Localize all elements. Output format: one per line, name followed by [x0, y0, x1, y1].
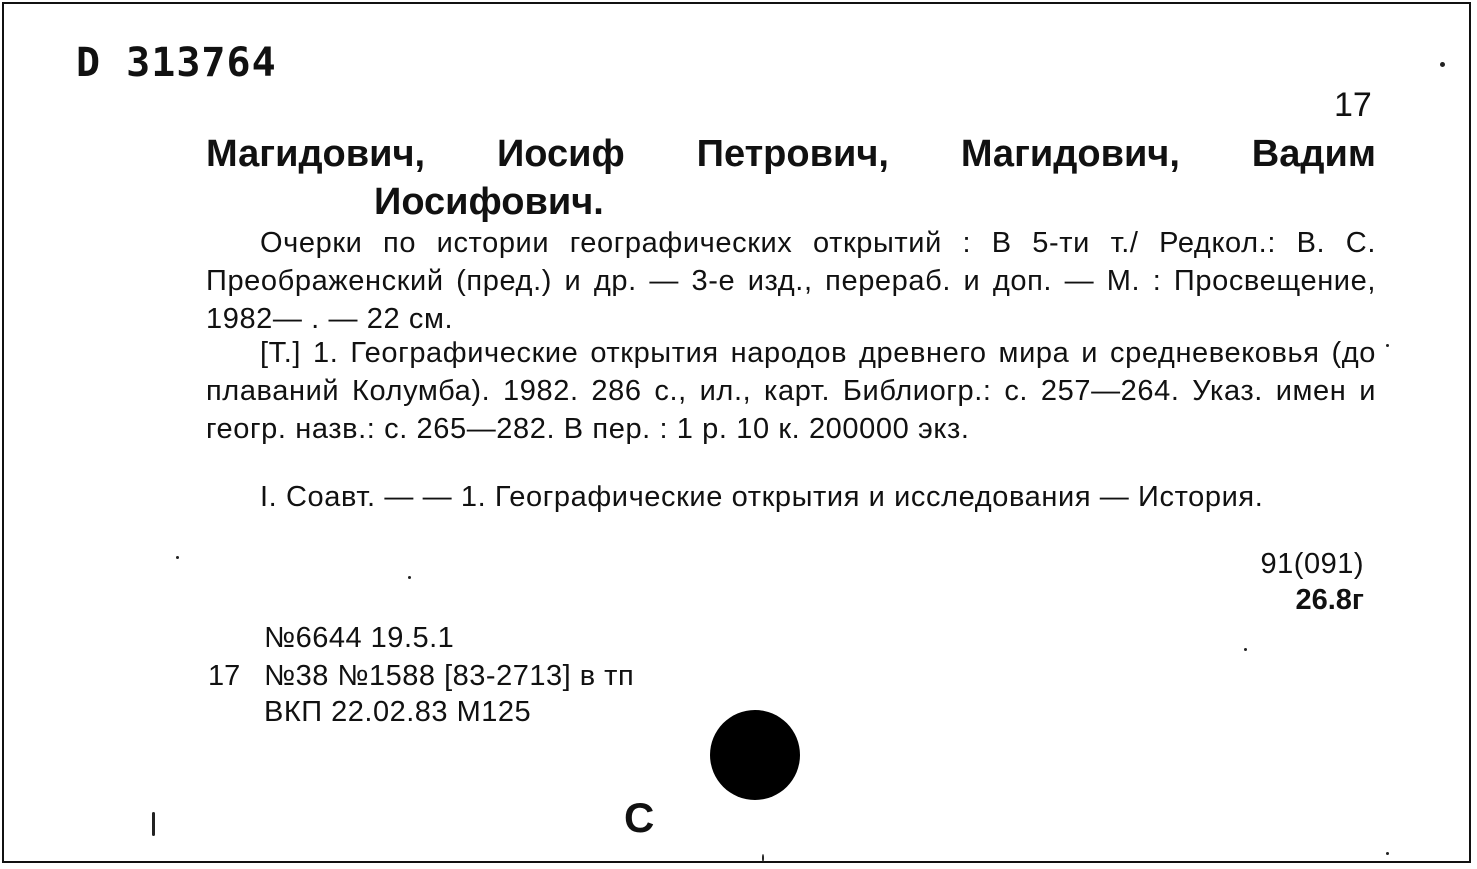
scan-speck [1386, 852, 1389, 855]
subject-tracings [206, 478, 1376, 516]
accession-line-3: ВКП 22.02.83 М125 [264, 696, 532, 728]
authors-line-2: Иосифович. [374, 181, 604, 223]
tracings-paragraph: I. Соавт. — — 1. Географические открытия и исследования — История. [260, 481, 1264, 513]
title-paragraph: Очерки по истории географических открытий : В 5-ти т./ Редкол.: В. С. Преображенский (пред.) и др. — 3-е изд., перераб. и доп. — М. : Просвещение, 1982— . — 22 см. [206, 227, 1376, 335]
catalog-card [2, 2, 1471, 863]
classification-number: 91(091) [1260, 548, 1364, 580]
scan-speck [408, 576, 411, 579]
title-description [206, 224, 1376, 338]
volume-paragraph: [Т.] 1. Географические открытия народов древнего мира и средневековья (до плаваний Колумба). 1982. 286 с., ил., карт. Библиогр.: с. 257—264. Указ. имен и геогр. назв.: с. 265—282. В пер. : 1 р. 10 к. 200000 экз. [206, 337, 1376, 445]
volume-description [206, 334, 1376, 448]
accession-line-1: №6644 19.5.1 [264, 622, 455, 654]
author-word: Магидович, [960, 133, 1180, 175]
call-number: D 313764 [76, 40, 277, 86]
scan-speck [176, 556, 179, 559]
card-number: 17 [1334, 86, 1372, 124]
scan-speck [1386, 344, 1389, 347]
classification-subnumber: 26.8г [1295, 584, 1364, 616]
author-word: Магидович, [206, 133, 426, 175]
authors-line-1 [206, 130, 1376, 178]
author-word: Петрович, [696, 133, 889, 175]
scan-speck [1440, 62, 1445, 67]
authors-heading [206, 130, 1376, 226]
bottom-letter: С [624, 794, 655, 841]
scan-speck [152, 812, 155, 836]
author-word: Иосиф [496, 133, 625, 175]
accession-prefix: 17 [208, 660, 241, 692]
accession-line-2: №38 №1588 [83-2713] в тп [264, 660, 635, 692]
author-word: Вадим [1251, 133, 1376, 175]
scan-speck [1244, 648, 1247, 651]
punch-hole [710, 710, 800, 800]
scan-speck [762, 854, 764, 862]
